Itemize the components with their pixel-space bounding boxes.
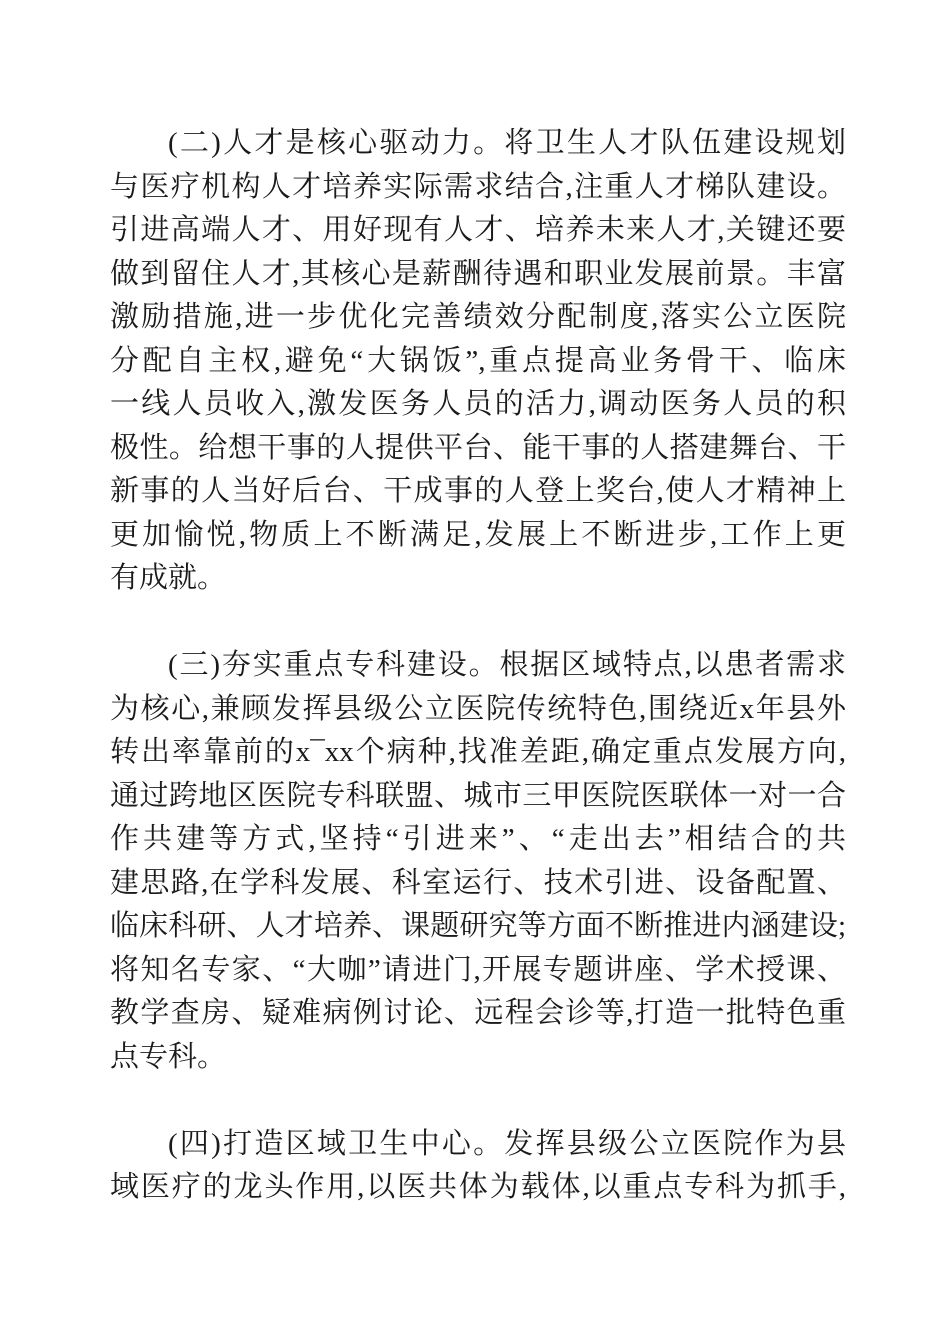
text-line: 通过跨地区医院专科联盟、城市三甲医院医联体一对一合 (110, 779, 846, 812)
text-line: 域医疗的龙头作用,以医共体为载体,以重点专科为抓手, (110, 1171, 846, 1203)
text-line: (四)打造区域卫生中心。发挥县级公立医院作为县 (168, 1127, 846, 1160)
text-line: 有成就。 (110, 562, 227, 594)
text-line: 激励措施,进一步优化完善绩效分配制度,落实公立医院 (110, 301, 846, 333)
text-line: (二)人才是核心驱动力。将卫生人才队伍建设规划 (168, 127, 846, 159)
text-line: 作共建等方式,坚持“引进来”、“走出去”相结合的共 (110, 823, 846, 855)
paragraph-talent (110, 122, 846, 601)
paragraph-specialty (110, 644, 846, 1079)
text-line: 引进高端人才、用好现有人才、培养未来人才,关键还要 (110, 214, 846, 246)
text-line: 教学查房、疑难病例讨论、远程会诊等,打造一批特色重 (110, 997, 846, 1029)
text-line: 临床科研、人才培养、课题研究等方面不断推进内涵建设; (110, 910, 846, 942)
text-line: 更加愉悦,物质上不断满足,发展上不断进步,工作上更 (110, 518, 846, 551)
text-line: 极性。给想干事的人提供平台、能干事的人搭建舞台、干 (110, 431, 846, 464)
text-line: 分配自主权,避免“大锅饭”,重点提高业务骨干、临床 (110, 344, 846, 377)
text-line: 新事的人当好后台、干成事的人登上奖台,使人才精神上 (110, 475, 846, 507)
text-line: 将知名专家、“大咖”请进门,开展专题讲座、学术授课、 (110, 953, 846, 986)
text-line: 转出率靠前的x¯xx个病种,找准差距,确定重点发展方向, (110, 736, 846, 768)
text-line: 做到留住人才,其核心是薪酬待遇和职业发展前景。丰富 (110, 257, 846, 290)
text-line: 点专科。 (110, 1040, 227, 1073)
text-line: 建思路,在学科发展、科室运行、技术引进、设备配置、 (110, 866, 846, 899)
text-line: 为核心,兼顾发挥县级公立医院传统特色,围绕近x年县外 (110, 692, 846, 725)
paragraph-regional-center (110, 1123, 846, 1210)
text-line: (三)夯实重点专科建设。根据区域特点,以患者需求 (168, 649, 846, 681)
text-line: 与医疗机构人才培养实际需求结合,注重人才梯队建设。 (110, 170, 846, 203)
text-line: 一线人员收入,激发医务人员的活力,调动医务人员的积 (110, 388, 846, 420)
